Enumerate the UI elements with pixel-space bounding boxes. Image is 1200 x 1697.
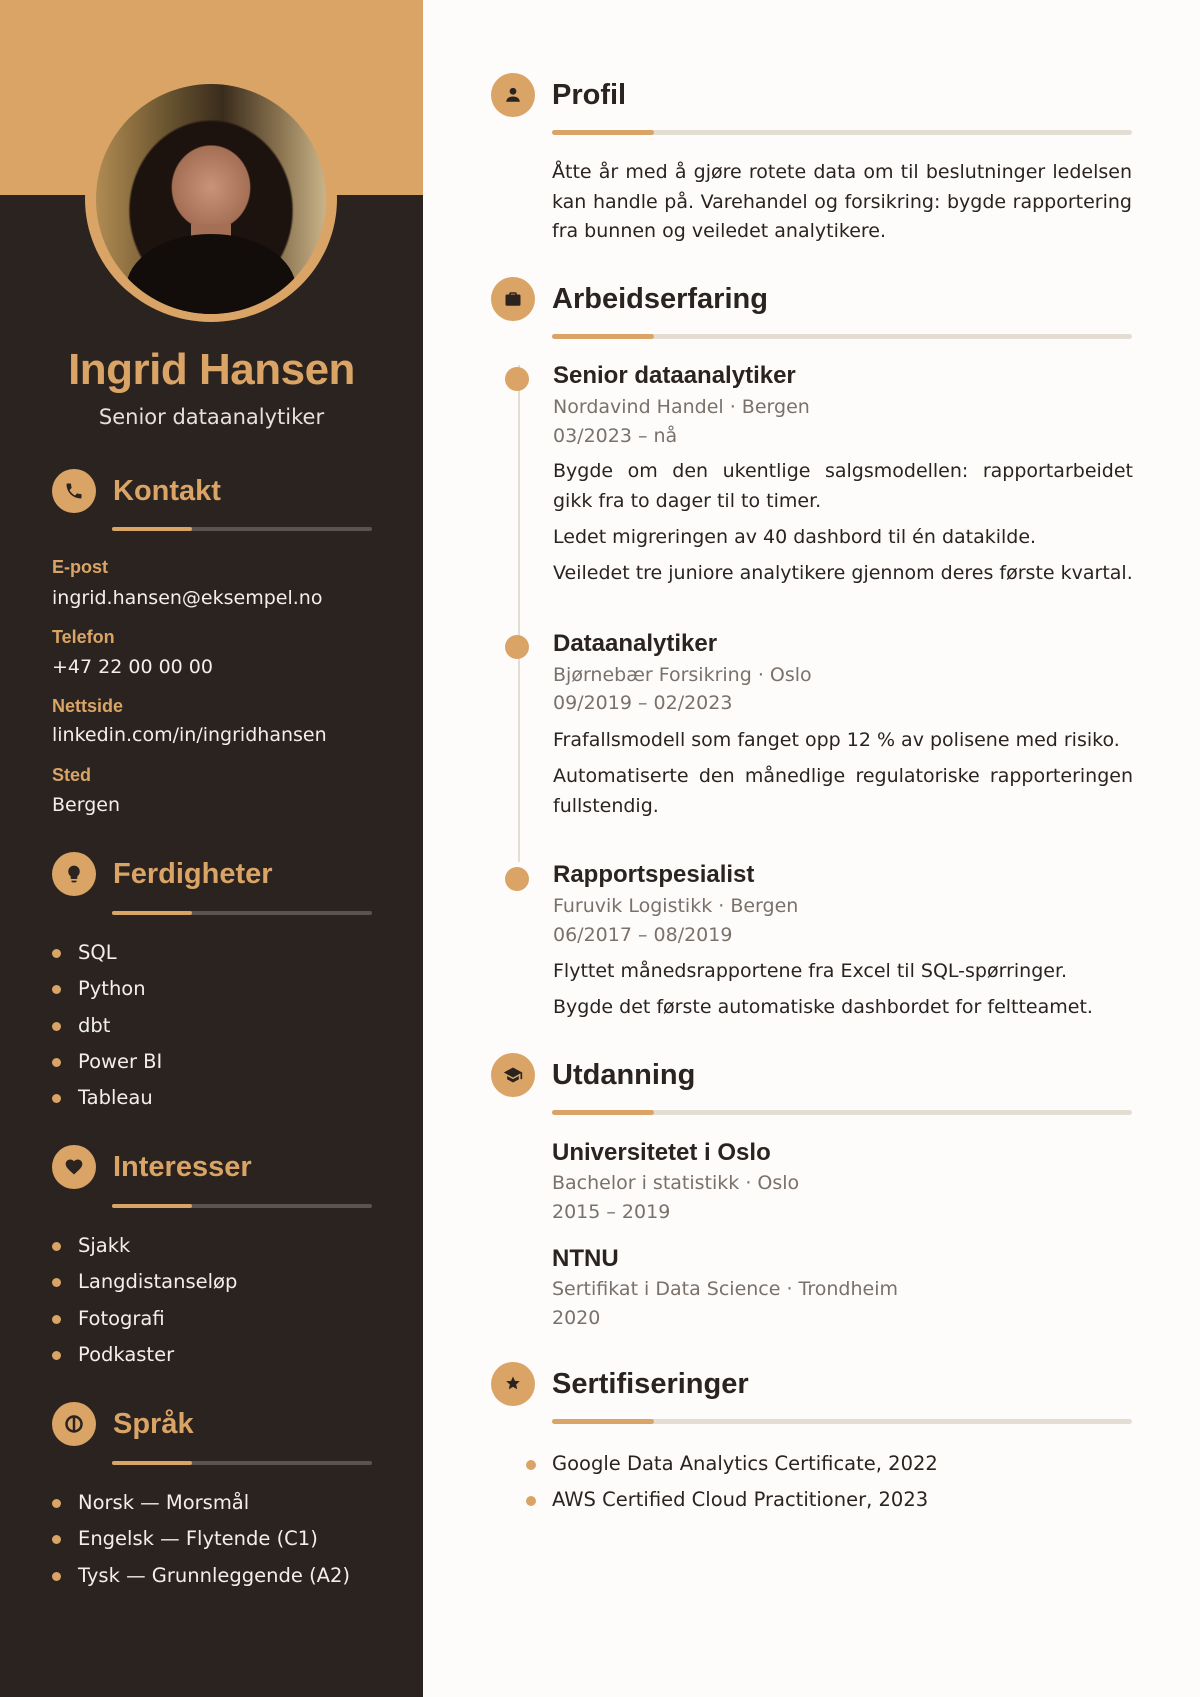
education-degree: Bachelor i statistikk · Oslo	[552, 1172, 800, 1194]
contact-location-value: Bergen	[52, 794, 120, 816]
contact-website-value[interactable]: linkedin.com/in/ingridhansen	[52, 724, 327, 746]
job-title: Senior dataanalytiker	[553, 362, 796, 389]
education-section-header	[491, 1053, 695, 1097]
list-item: AWS Certified Cloud Practitioner, 2023	[524, 1482, 938, 1518]
avatar	[96, 84, 326, 314]
job-period: 06/2017 – 08/2019	[553, 924, 733, 946]
list-item: Frafallsmodell som fanget opp 12 % av polisene med risiko.	[553, 729, 1120, 751]
list-item: Power BI	[52, 1044, 162, 1080]
profile-text: Åtte år med å gjøre rotete data om til beslutninger ledelsen kan handle på. Varehandel og forsikring: bygde rapportering fra bunnen og veiledet analytikere.	[552, 161, 1132, 242]
graduation-cap-icon	[491, 1053, 535, 1097]
list-item: Veiledet tre juniore analytikere gjennom deres første kvartal.	[553, 561, 1133, 584]
certifications-list	[524, 1446, 938, 1518]
certifications-divider	[552, 1419, 1132, 1424]
certifications-heading: Sertifiseringer	[552, 1367, 749, 1400]
education-period: 2015 – 2019	[552, 1201, 671, 1223]
experience-heading: Arbeidserfaring	[552, 282, 768, 315]
job-title: Rapportspesialist	[553, 861, 755, 888]
list-item: Bygde om den ukentlige salgsmodellen: rapportarbeidet gikk fra to dager til to timer.	[553, 460, 1133, 512]
list-item: Fotografi	[52, 1301, 237, 1337]
job-company: Nordavind Handel · Bergen	[553, 396, 810, 418]
job-bullets	[553, 726, 1133, 828]
timeline-line	[518, 365, 520, 862]
contact-phone-value[interactable]: +47 22 00 00 00	[52, 656, 213, 678]
phone-icon	[52, 469, 96, 513]
education-period: 2020	[552, 1307, 601, 1329]
timeline-dot	[505, 367, 529, 391]
contact-section-header	[52, 469, 221, 513]
profile-section-header	[491, 73, 626, 117]
job-bullets	[553, 457, 1133, 595]
list-item: Sjakk	[52, 1228, 237, 1264]
heart-icon	[52, 1145, 96, 1189]
interests-divider	[112, 1204, 372, 1208]
list-item: Bygde det første automatiske dashbordet for feltteamet.	[553, 996, 1093, 1018]
languages-heading: Språk	[113, 1407, 194, 1440]
job-period: 09/2019 – 02/2023	[553, 692, 733, 714]
contact-divider	[112, 527, 372, 531]
list-item: Tysk — Grunnleggende (A2)	[52, 1558, 350, 1594]
contact-website-label: Nettside	[52, 696, 124, 716]
languages-list	[52, 1485, 350, 1594]
list-item: Engelsk — Flytende (C1)	[52, 1521, 350, 1557]
contact-phone-label: Telefon	[52, 627, 115, 647]
experience-section-header	[491, 277, 768, 321]
user-icon	[491, 73, 535, 117]
interests-heading: Interesser	[113, 1150, 252, 1183]
list-item: Norsk — Morsmål	[52, 1485, 350, 1521]
list-item: Flyttet månedsrapportene fra Excel til SQL-spørringer.	[553, 960, 1068, 982]
list-item: Automatiserte den månedlige regulatoriske rapporteringen fullstendig.	[553, 765, 1133, 817]
award-icon	[491, 1362, 535, 1406]
contact-heading: Kontakt	[113, 474, 221, 507]
timeline-dot	[505, 635, 529, 659]
certifications-section-header	[491, 1362, 749, 1406]
job-company: Furuvik Logistikk · Bergen	[553, 895, 799, 917]
education-heading: Utdanning	[552, 1058, 696, 1091]
skills-list	[52, 935, 162, 1116]
contact-location-label: Sted	[52, 765, 92, 785]
skills-section-header	[52, 852, 273, 896]
contact-email-value[interactable]: ingrid.hansen@eksempel.no	[52, 587, 323, 609]
job-company: Bjørnebær Forsikring · Oslo	[553, 664, 812, 686]
person-name: Ingrid Hansen	[68, 345, 355, 394]
experience-divider	[552, 334, 1132, 339]
languages-divider	[112, 1461, 372, 1465]
contact-email-label: E-post	[52, 557, 108, 577]
skills-divider	[112, 911, 372, 915]
education-school: NTNU	[552, 1245, 619, 1272]
profile-heading: Profil	[552, 78, 627, 111]
briefcase-icon	[491, 277, 535, 321]
skills-heading: Ferdigheter	[113, 857, 273, 890]
job-bullets	[553, 957, 1133, 1029]
interests-list	[52, 1228, 237, 1373]
lightbulb-icon	[52, 852, 96, 896]
timeline-dot	[505, 867, 529, 891]
profile-divider	[552, 130, 1132, 135]
list-item: Langdistanseløp	[52, 1264, 237, 1300]
education-school: Universitetet i Oslo	[552, 1139, 771, 1166]
job-period: 03/2023 – nå	[553, 425, 678, 447]
person-title: Senior dataanalytiker	[98, 405, 325, 429]
education-degree: Sertifikat i Data Science · Trondheim	[552, 1278, 899, 1300]
list-item: Python	[52, 971, 162, 1007]
list-item: Ledet migreringen av 40 dashbord til én datakilde.	[553, 525, 1037, 548]
interests-section-header	[52, 1145, 252, 1189]
education-divider	[552, 1110, 1132, 1115]
list-item: SQL	[52, 935, 162, 971]
list-item: Tableau	[52, 1080, 162, 1116]
list-item: Google Data Analytics Certificate, 2022	[524, 1446, 938, 1482]
job-title: Dataanalytiker	[553, 630, 718, 657]
list-item: Podkaster	[52, 1337, 237, 1373]
language-icon	[52, 1402, 96, 1446]
list-item: dbt	[52, 1008, 162, 1044]
languages-section-header	[52, 1402, 194, 1446]
